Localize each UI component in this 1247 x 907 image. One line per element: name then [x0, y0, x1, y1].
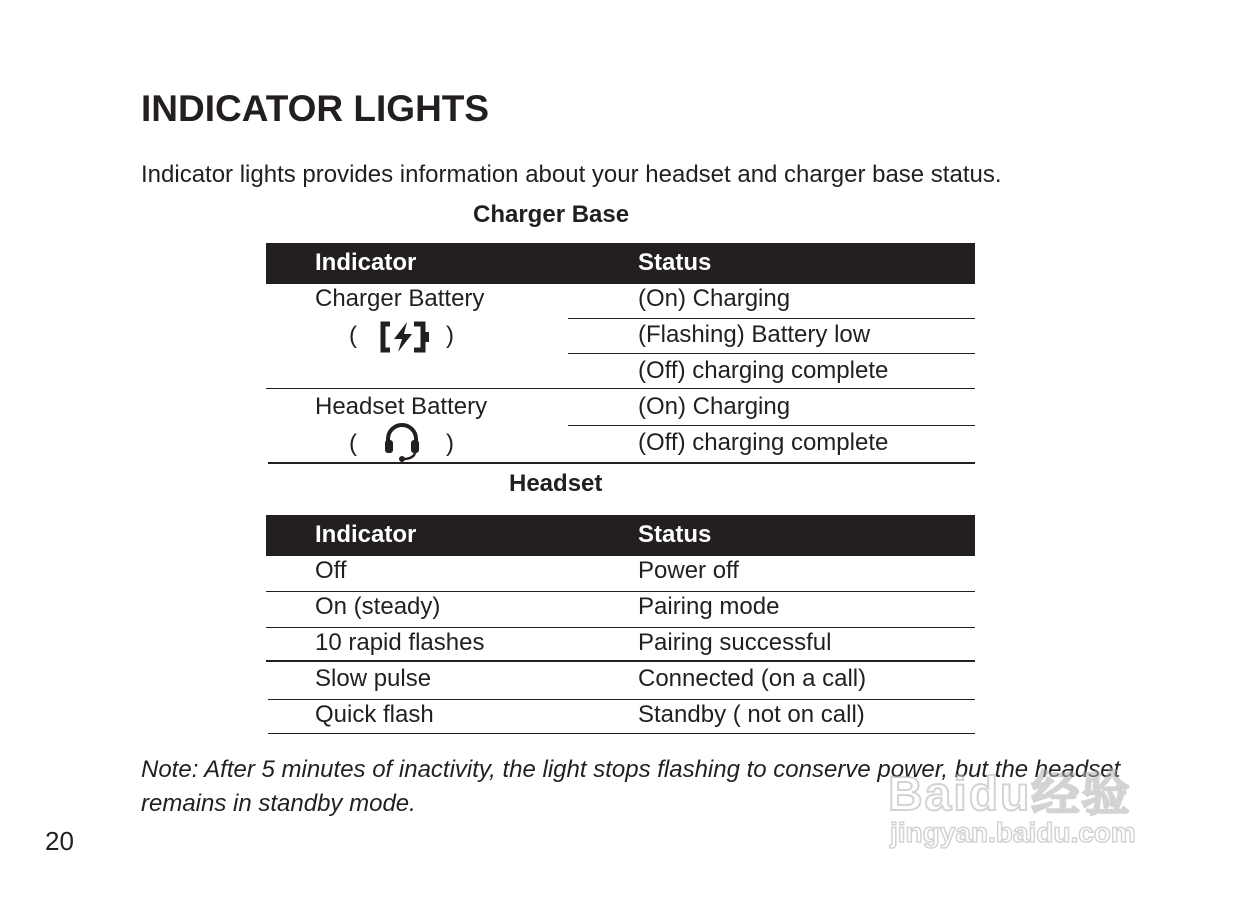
intro-text: Indicator lights provides information about your headset and charger base status.: [141, 161, 1002, 188]
headset-row-status: Connected (on a call): [638, 665, 867, 692]
headset-row-indicator: Off: [315, 557, 347, 584]
status-charger-on: (On) Charging: [638, 285, 791, 312]
status-headset-on: (On) Charging: [638, 393, 791, 420]
status-headset-off: (Off) charging complete: [638, 429, 889, 456]
row-divider: [568, 318, 975, 319]
header-status: Status: [638, 521, 712, 548]
row-divider: [266, 627, 975, 628]
headset-table-header: [266, 515, 975, 556]
page-number: 20: [45, 826, 74, 856]
headset-title: Headset: [509, 470, 603, 497]
headset-row-status: Pairing successful: [638, 629, 832, 656]
headset-row-indicator: Slow pulse: [315, 665, 432, 692]
row-divider: [268, 699, 975, 700]
watermark-logo: Baidu经验: [888, 768, 1132, 821]
charger-base-title: Charger Base: [473, 201, 630, 228]
watermark-url: jingyan.baidu.com: [890, 817, 1136, 848]
row-divider: [266, 660, 975, 662]
open-paren: (: [349, 322, 357, 349]
headset-row-indicator: Quick flash: [315, 701, 434, 728]
status-charger-off: (Off) charging complete: [638, 357, 889, 384]
indicator-charger-battery: Charger Battery: [315, 285, 485, 312]
page-title: INDICATOR LIGHTS: [141, 88, 490, 129]
headset-row-status: Standby ( not on call): [638, 701, 865, 728]
table-bottom-rule: [268, 462, 975, 464]
table-bottom-rule: [268, 733, 975, 734]
charger-base-table-header: [266, 243, 975, 284]
header-indicator: Indicator: [315, 249, 417, 276]
battery-charging-icon: [380, 320, 432, 361]
indicator-headset-battery: Headset Battery: [315, 393, 488, 420]
watermark: [880, 725, 1180, 855]
header-status: Status: [638, 249, 712, 276]
open-paren: (: [349, 430, 357, 457]
close-paren: ): [446, 322, 454, 349]
row-divider: [266, 591, 975, 592]
status-charger-flashing: (Flashing) Battery low: [638, 321, 871, 348]
close-paren: ): [446, 430, 454, 457]
row-divider: [568, 353, 975, 354]
header-indicator: Indicator: [315, 521, 417, 548]
headset-row-status: Power off: [638, 557, 739, 584]
headset-row-indicator: On (steady): [315, 593, 441, 620]
headset-row-indicator: 10 rapid flashes: [315, 629, 485, 656]
row-divider: [568, 425, 975, 426]
note-text: Note: After 5 minutes of inactivity, the light stops flashing to conserve power, but the headset remains in standby mode.: [141, 756, 1121, 817]
group-divider: [266, 388, 975, 389]
headset-row-status: Pairing mode: [638, 593, 780, 620]
